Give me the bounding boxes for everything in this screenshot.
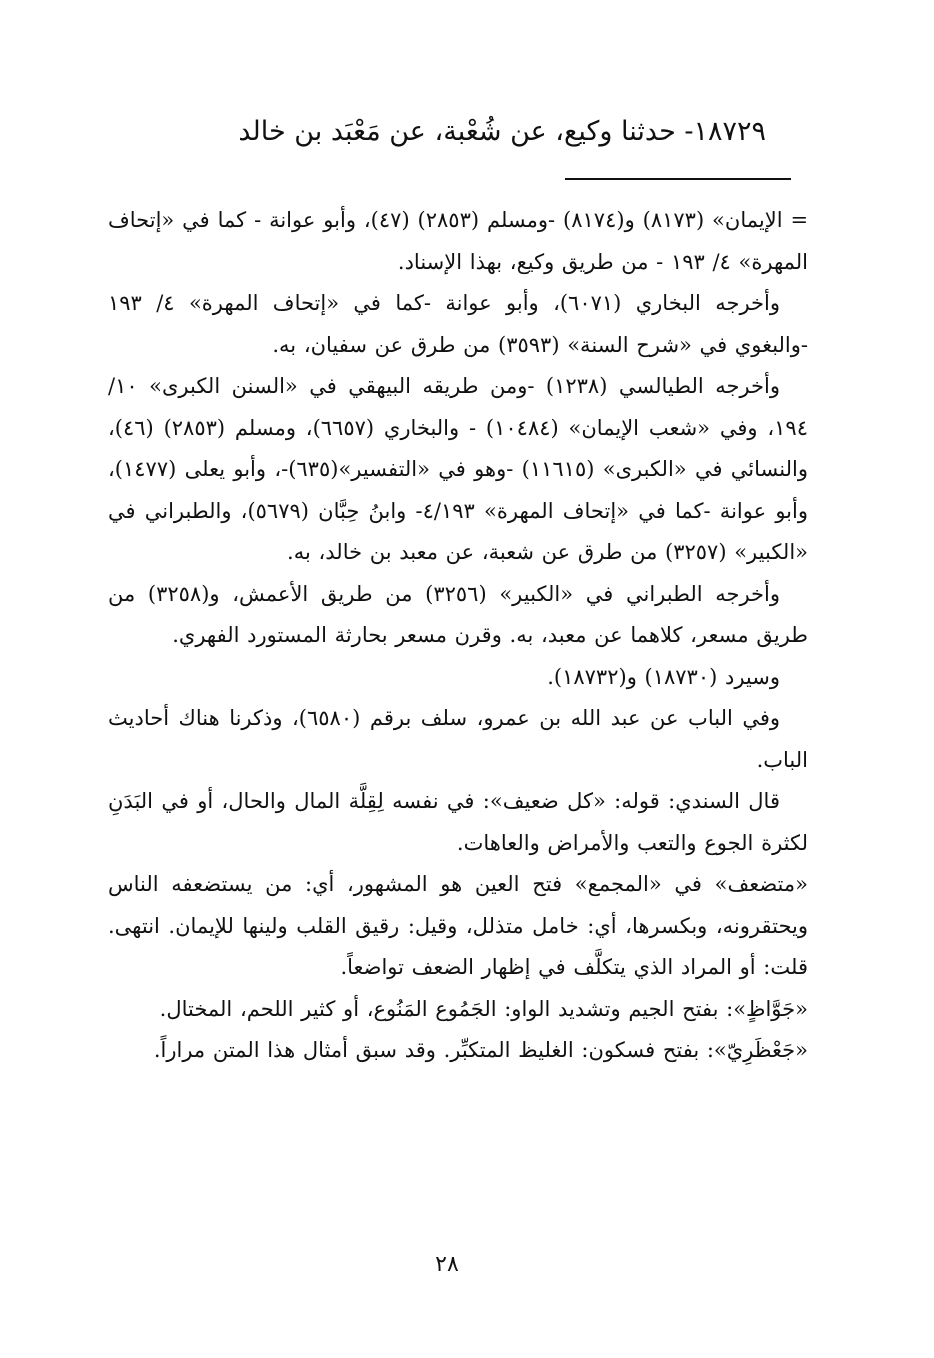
footnote-paragraph: «جَوَّاظٍ»: بفتح الجيم وتشديد الواو: الجَمُوع المَنُوع، أو كثير اللحم، المختال. [159,996,808,1021]
footnote-paragraph: «متضعف» في «المجمع» فتح العين هو المشهور، أي: من يستضعفه الناس ويحتقرونه، وبكسرها، أي: خامل متذلل، وقيل: رقيق القلب ولينها للإيمان. انتهى. قلت: أو المراد الذي يتكلَّف في إظهار الضعف تواضعاً. [108,872,808,979]
footnotes [108,200,808,1072]
footnote-paragraph: وأخرجه البخاري (٦٠٧١)، وأبو عوانة -كما في «إتحاف المهرة» ٤/ ١٩٣ -والبغوي في «شرح السنة» (٣٥٩٣) من طرق عن سفيان، به. [108,291,808,357]
footnote-paragraph: «جَعْظَرِيّ»: بفتح فسكون: الغليظ المتكبِّر. وقد سبق أمثال هذا المتن مراراً. [153,1038,808,1062]
footnote-separator [565,178,791,180]
footnote-paragraph: قال السندي: قوله: «كل ضعيف»: في نفسه لِقِلَّة المال والحال، أو في البَدَنِ لكثرة الجوع والتعب والأمراض والعاهات. [108,789,808,855]
footnote-paragraph: = الإيمان» (٨١٧٣) و(٨١٧٤) -ومسلم (٢٨٥٣) (٤٧)، وأبو عوانة - كما في «إتحاف المهرة» ٤/ ١٩٣ - من طريق وكيع، بهذا الإسناد. [108,208,809,274]
page-number: ٢٨ [435,1252,459,1277]
hadith-text: ١٨٧٢٩- حدثنا وكيع، عن شُعْبة، عن مَعْبَد بن خالد [238,116,766,147]
footnote-paragraph: وأخرجه الطيالسي (١٢٣٨) -ومن طريقه البيهقي في «السنن الكبرى» ١٠/ ١٩٤، وفي «شعب الإيمان» (١٠٤٨٤) - والبخاري (٦٦٥٧)، ومسلم (٢٨٥٣) (٤٦)، والنسائي في «الكبرى» (١١٦١٥) -وهو في «التفسير»(٦٣٥)-، وأبو يعلى (١٤٧٧)، وأبو عوانة -كما في «إتحاف المهرة» ٤/١٩٣- وابنُ حِبَّان (٥٦٧٩)، والطبراني في «الكبير» (٣٢٥٧) من طرق عن شعبة، عن معبد بن خالد، به. [108,374,809,564]
footnote-paragraph: وأخرجه الطبراني في «الكبير» (٣٢٥٦) من طريق الأعمش، و(٣٢٥٨) من طريق مسعر، كلاهما عن معبد، به. وقرن مسعر بحارثة المستورد الفهري. [108,581,808,647]
footnote-paragraph: وفي الباب عن عبد الله بن عمرو، سلف برقم (٦٥٨٠)، وذكرنا هناك أحاديث الباب. [108,706,808,772]
footnote-paragraph: وسيرد (١٨٧٣٠) و(١٨٧٣٢). [547,664,780,689]
